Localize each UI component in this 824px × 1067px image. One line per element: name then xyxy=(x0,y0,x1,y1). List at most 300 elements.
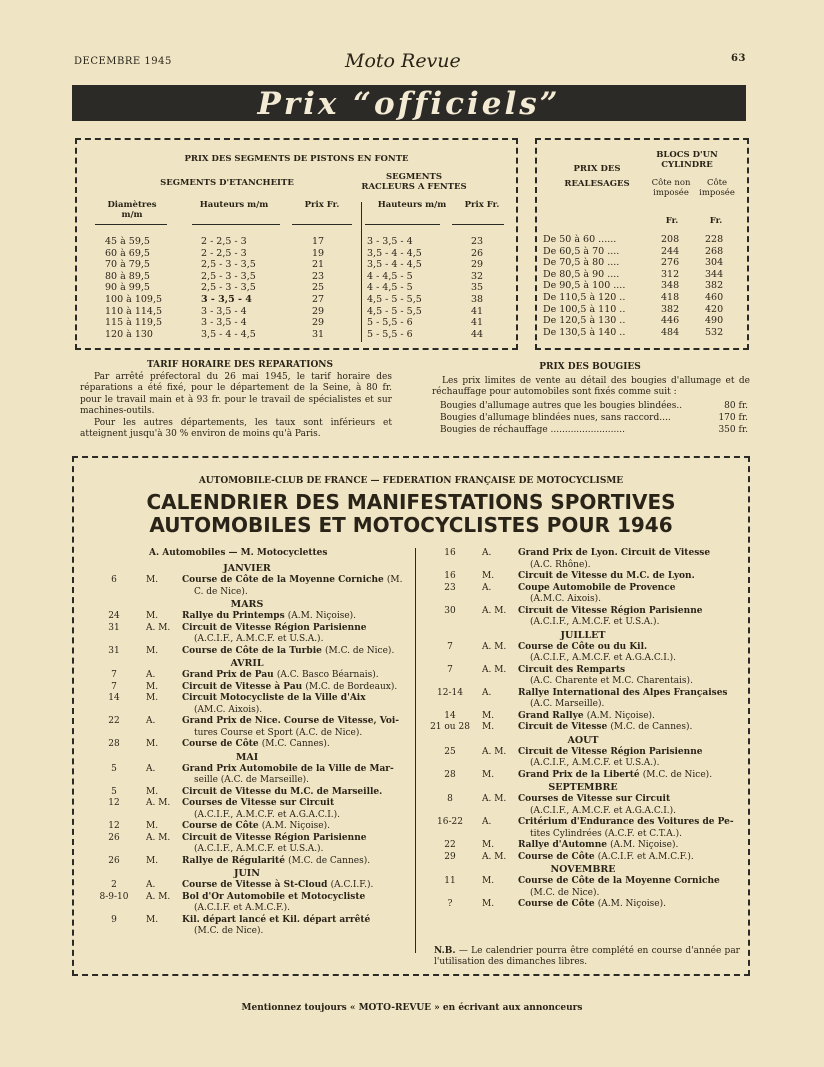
hauteur-cell: 4,5 - 5 - 5,5 xyxy=(367,305,422,317)
month-heading: JUILLET xyxy=(560,629,606,641)
event-organizer: (A.C.I.F., A.M.C.F. et U.S.A.). xyxy=(194,634,324,644)
calendar-event xyxy=(420,899,746,911)
diametre-cell: 120 à 130 xyxy=(105,328,153,340)
diametre-cell: 100 à 109,5 xyxy=(105,293,163,305)
event-continuation xyxy=(420,653,746,665)
event-name: Grand Prix de la Liberté xyxy=(518,769,640,780)
event-category: A. xyxy=(482,548,492,558)
range-cell: De 110,5 à 120 .. xyxy=(543,291,626,303)
prix-cell: 29 xyxy=(312,305,325,317)
prix-cell: 41 xyxy=(471,305,484,317)
hauteur-cell: 4 - 4,5 - 5 xyxy=(367,270,413,282)
segments-hauteurs1-col xyxy=(201,236,256,340)
event-name: Course de Côte xyxy=(518,851,595,862)
event-category: A. xyxy=(146,670,156,680)
calendar-event xyxy=(84,611,410,623)
event-name: Rallye de Régularité xyxy=(182,855,285,866)
blocs-box xyxy=(535,138,749,350)
event-organizer: (A.C.I.F., A.M.C.F. et A.G.A.C.I.). xyxy=(530,653,677,663)
diametre-cell: 45 à 59,5 xyxy=(105,236,150,247)
event-name: Course de Côte ou du Kil. xyxy=(518,641,648,652)
bougie-item xyxy=(440,401,748,413)
calendar-event xyxy=(84,856,410,868)
event-date: 28 xyxy=(444,769,456,780)
event-category: M. xyxy=(482,769,495,780)
event-organizer: (A.M. Niçoise). xyxy=(287,611,357,621)
calendar-legend: A. Automobiles — M. Motocyclettes xyxy=(149,548,328,558)
magazine-title: Moto Revue xyxy=(345,50,461,72)
hauteur-cell: 3 - 3,5 - 4 xyxy=(201,317,247,329)
event-organizer: (A.C. Marseille). xyxy=(530,699,605,709)
event-date: 24 xyxy=(108,611,120,621)
event-date: 7 xyxy=(111,670,117,680)
event-organizer: (A.M.C. Aixois). xyxy=(530,594,601,604)
event-date: 7 xyxy=(447,641,453,652)
event-organizer: (A.M. Niçoise). xyxy=(597,899,666,909)
price-cell: 348 xyxy=(661,280,680,292)
issue-date: DECEMBRE 1945 xyxy=(74,56,172,67)
event-date: 7 xyxy=(111,681,117,692)
bougie-price: 170 fr. xyxy=(718,413,748,423)
calendar-event xyxy=(84,575,410,587)
calendar-event xyxy=(84,833,410,845)
col-cote-imposee: Côte imposée xyxy=(699,178,735,198)
prix-cell: 17 xyxy=(312,236,325,247)
calendar-title-2: AUTOMOBILES ET MOTOCYCLISTES POUR 1946 xyxy=(149,513,673,537)
banner-title: Prix “officiels” xyxy=(257,86,561,122)
price-cell: 420 xyxy=(705,303,724,315)
month-heading: NOVEMBRE xyxy=(550,864,616,875)
range-cell: De 130,5 à 140 .. xyxy=(543,326,626,338)
event-organizer: (A.C.I.F. et A.M.C.F.). xyxy=(597,851,694,862)
event-organizer: (A.M. Niçoise). xyxy=(586,710,655,721)
calendar-event xyxy=(84,821,410,833)
range-cell: De 120,5 à 130 .. xyxy=(543,315,626,327)
diametre-cell: 115 à 119,5 xyxy=(105,317,163,329)
event-name: Course de Côte xyxy=(518,899,595,909)
event-continuation xyxy=(420,888,746,900)
event-name: Circuit de Vitesse Région Parisienne xyxy=(518,605,703,616)
event-organizer: seille (A.C. de Marseille). xyxy=(194,775,310,785)
calendar-event xyxy=(84,798,410,810)
event-category: M. xyxy=(146,786,159,797)
event-name: Grand Prix de Lyon. Circuit de Vitesse xyxy=(518,548,711,558)
event-date: 16-22 xyxy=(437,817,463,827)
blocs-non-col xyxy=(661,234,679,338)
range-cell: De 80,5 à 90 .... xyxy=(543,268,620,280)
event-date: ? xyxy=(447,899,453,909)
calendar-event xyxy=(420,876,746,888)
hauteur-cell: 3,5 - 4 - 4,5 xyxy=(201,328,256,340)
event-continuation xyxy=(420,594,746,606)
event-name: Grand Prix de Pau xyxy=(182,670,274,680)
price-cell: 490 xyxy=(705,315,724,327)
event-category: M. xyxy=(146,914,159,925)
event-date: 26 xyxy=(108,855,120,866)
event-date: 26 xyxy=(108,832,120,843)
event-organizer: tures Course et Sport (A.C. de Nice). xyxy=(194,727,363,738)
price-cell: 244 xyxy=(661,245,680,257)
event-name: Grand Prix Automobile de la Ville de Mar- xyxy=(182,763,394,774)
event-category: A. M. xyxy=(482,641,507,652)
prix-cell: 29 xyxy=(312,317,325,329)
event-category: A. xyxy=(146,716,156,726)
event-date: 29 xyxy=(444,851,456,862)
event-name: Critérium d'Endurance des Voitures de Pe- xyxy=(518,817,734,827)
event-category: M. xyxy=(482,899,495,909)
prix-cell: 25 xyxy=(312,282,325,294)
prix-cell: 23 xyxy=(471,236,484,247)
hauteur-cell: 3 - 3,5 - 4 xyxy=(201,305,247,317)
range-cell: De 50 à 60 ...... xyxy=(543,234,617,245)
prix-cell: 23 xyxy=(312,270,325,282)
calendar-event xyxy=(84,623,410,635)
prix-cell: 26 xyxy=(471,247,484,259)
event-name: Rallye du Printemps xyxy=(182,611,285,621)
event-organizer: (M. xyxy=(386,575,403,585)
event-date: 11 xyxy=(444,876,456,886)
event-category: M. xyxy=(482,722,495,732)
event-name: Circuit des Remparts xyxy=(518,664,626,675)
event-date: 25 xyxy=(444,746,456,757)
event-continuation xyxy=(420,560,746,572)
event-category: M. xyxy=(146,645,159,656)
price-cell: 208 xyxy=(661,234,680,245)
calendar-event xyxy=(420,852,746,864)
month-heading: AOUT xyxy=(567,734,599,746)
calendar-title-1: CALENDRIER DES MANIFESTATIONS SPORTIVES xyxy=(146,490,676,514)
event-category: A. M. xyxy=(482,851,507,862)
price-cell: 276 xyxy=(661,257,680,269)
segments-right-title: SEGMENTS RACLEURS A FENTES xyxy=(361,172,467,192)
event-category: A. M. xyxy=(482,794,507,804)
bougie-item xyxy=(440,425,748,437)
calendar-event xyxy=(84,880,410,892)
event-name: Course de Côte de la Turbie xyxy=(182,645,322,656)
segments-prix1-col xyxy=(312,236,324,340)
event-organizer: (M.C. de Nice). xyxy=(194,926,264,936)
bougies-title: PRIX DES BOUGIES xyxy=(539,362,641,372)
event-continuation xyxy=(420,676,746,688)
tarif-title: TARIF HORAIRE DES REPARATIONS xyxy=(146,360,334,370)
calendar-event xyxy=(420,747,746,759)
calendar-event xyxy=(420,571,746,583)
col-prix-2: Prix Fr. xyxy=(464,200,500,210)
event-organizer: (A.C.I.F. et A.M.C.F.). xyxy=(194,903,291,913)
event-name: Coupe Automobile de Provence xyxy=(518,582,676,593)
diametre-cell: 80 à 89,5 xyxy=(105,270,150,282)
price-cell: 304 xyxy=(705,257,724,269)
price-cell: 382 xyxy=(661,303,680,315)
bougies-list xyxy=(440,401,748,437)
event-category: A. M. xyxy=(146,622,171,633)
prix-officiels-banner xyxy=(72,85,746,121)
event-date: 21 ou 28 xyxy=(430,722,470,732)
hauteur-cell: 2,5 - 3 - 3,5 xyxy=(201,270,256,282)
col-diametres: Diamètres m/m xyxy=(107,200,157,220)
price-cell: 418 xyxy=(661,291,680,303)
event-organizer: C. de Nice). xyxy=(194,586,248,597)
col-hauteurs-1: Hauteurs m/m xyxy=(199,200,269,210)
event-date: 12-14 xyxy=(437,687,463,698)
event-organizer: (M.C. de Cannes). xyxy=(610,722,693,732)
event-name: Courses de Vitesse sur Circuit xyxy=(182,798,335,808)
blocs-title-left: PRIX DES REALESAGES xyxy=(564,164,630,189)
calendar-event xyxy=(420,722,746,734)
price-cell: 382 xyxy=(705,280,724,292)
calendar-right-column xyxy=(420,548,746,911)
event-name: Circuit de Vitesse du M.C. de Marseille. xyxy=(182,786,383,797)
segments-prix2-col xyxy=(471,236,483,340)
calendar-note xyxy=(434,946,740,969)
prix-cell: 29 xyxy=(471,259,484,271)
calendar-event xyxy=(420,606,746,618)
event-category: A. M. xyxy=(482,605,507,616)
event-organizer: (M.C. de Cannes). xyxy=(288,855,371,866)
event-continuation xyxy=(420,829,746,841)
event-name: Bol d'Or Automobile et Motocycliste xyxy=(182,891,366,902)
hauteur-cell: 3,5 - 4 - 4,5 xyxy=(367,247,422,259)
event-category: A. xyxy=(146,880,156,890)
event-category: M. xyxy=(146,611,159,621)
calendar-event xyxy=(420,548,746,560)
event-date: 16 xyxy=(444,548,456,558)
event-organizer: (M.C. de Nice). xyxy=(324,645,395,656)
month-heading: SEPTEMBRE xyxy=(548,782,618,793)
event-continuation xyxy=(84,844,410,856)
event-name: Course de Vitesse à St-Cloud xyxy=(182,880,328,890)
hauteur-cell: 2 - 2,5 - 3 xyxy=(201,247,247,259)
event-name: Circuit de Vitesse Région Parisienne xyxy=(182,622,367,633)
prix-cell: 27 xyxy=(312,293,325,305)
hauteur-cell: 5 - 5,5 - 6 xyxy=(367,328,413,340)
hauteur-cell: 3,5 - 4 - 4,5 xyxy=(367,259,422,271)
price-cell: 312 xyxy=(661,268,680,280)
event-date: 8 xyxy=(447,794,453,804)
blocs-imp-col xyxy=(705,234,723,338)
event-organizer: (A.C.I.F., A.M.C.F. et U.S.A.). xyxy=(530,758,660,768)
calendar-event xyxy=(420,711,746,723)
event-date: 16 xyxy=(444,571,456,581)
price-cell: 344 xyxy=(705,268,724,280)
event-organizer: (A.M. Niçoise). xyxy=(261,821,330,831)
prix-cell: 41 xyxy=(471,317,484,329)
segments-box xyxy=(75,138,518,350)
event-category: A. M. xyxy=(146,832,171,843)
range-cell: De 60,5 à 70 .... xyxy=(543,245,620,257)
calendar-event xyxy=(84,693,410,705)
event-continuation xyxy=(420,806,746,818)
nb-text: — Le calendrier pourra être complété en course d'année par l'utilisation des dimanches libres. xyxy=(434,946,740,968)
fr-label-1: Fr. xyxy=(665,216,679,226)
month-heading: MAI xyxy=(235,751,259,763)
event-name: Kil. départ lancé et Kil. départ arrêté xyxy=(182,914,371,925)
event-category: M. xyxy=(146,821,159,831)
event-name: Rallye d'Automne xyxy=(518,840,607,850)
event-category: M. xyxy=(482,840,495,850)
event-name: Circuit de Vitesse xyxy=(518,722,608,732)
calendar-left-column xyxy=(84,562,410,938)
price-cell: 228 xyxy=(705,234,724,245)
col-prix-1: Prix Fr. xyxy=(304,200,340,210)
event-date: 7 xyxy=(447,664,453,675)
event-organizer: (A.C. Basco Béarnais). xyxy=(276,670,379,680)
event-date: 5 xyxy=(111,763,117,774)
event-continuation xyxy=(84,587,410,599)
event-date: 12 xyxy=(108,821,120,831)
event-continuation xyxy=(420,617,746,629)
diametre-cell: 110 à 114,5 xyxy=(105,305,163,317)
footer-note: Mentionnez toujours « MOTO-REVUE » en écrivant aux annonceurs xyxy=(241,1003,583,1013)
event-name: Course de Côte de la Moyenne Corniche xyxy=(182,575,384,585)
event-organizer: (A.C.I.F., A.M.C.F. et A.G.A.C.I.). xyxy=(530,805,677,816)
event-category: M. xyxy=(146,739,159,749)
event-continuation xyxy=(84,705,410,717)
calendar-event xyxy=(84,892,410,904)
bougie-item xyxy=(440,413,748,425)
event-category: M. xyxy=(146,693,159,703)
event-name: Circuit de Vitesse Région Parisienne xyxy=(182,832,367,843)
hauteur-cell: 4 - 4,5 - 5 xyxy=(367,282,413,294)
segments-diametres-col xyxy=(105,236,162,340)
event-date: 14 xyxy=(108,693,120,703)
prix-cell: 35 xyxy=(471,282,484,294)
prix-cell: 19 xyxy=(312,247,325,259)
hauteur-cell: 3 - 3,5 - 4 xyxy=(201,293,252,305)
bougie-price: 80 fr. xyxy=(724,401,748,411)
blocs-ranges-col xyxy=(543,234,625,338)
blocs-title-right: BLOCS D'UN CYLINDRE xyxy=(656,150,718,170)
prix-cell: 38 xyxy=(471,293,484,305)
calendar-event xyxy=(84,739,410,751)
segments-left-title: SEGMENTS D'ETANCHEITE xyxy=(160,178,294,188)
event-continuation xyxy=(84,926,410,938)
bougie-price: 350 fr. xyxy=(718,425,748,435)
event-organizer: (M.C. de Nice). xyxy=(642,769,713,780)
calendar-event xyxy=(420,817,746,829)
event-continuation xyxy=(84,728,410,740)
event-date: 30 xyxy=(444,605,456,616)
month-heading: MARS xyxy=(230,599,264,610)
calendar-box xyxy=(72,456,750,976)
hauteur-cell: 3 - 3,5 - 4 xyxy=(367,236,413,247)
col-hauteurs-2: Hauteurs m/m xyxy=(377,200,447,210)
event-date: 6 xyxy=(111,575,117,585)
event-continuation xyxy=(84,810,410,822)
calendar-event xyxy=(84,787,410,799)
calendar-event xyxy=(84,915,410,927)
range-cell: De 90,5 à 100 .... xyxy=(543,280,626,292)
event-name: Circuit de Vitesse à Pau xyxy=(182,681,303,692)
price-cell: 460 xyxy=(705,291,724,303)
event-date: 5 xyxy=(111,786,117,797)
event-date: 31 xyxy=(108,622,120,633)
range-cell: De 100,5 à 110 .. xyxy=(543,303,626,315)
month-heading: JANVIER xyxy=(223,563,271,574)
segments-hauteurs2-col xyxy=(367,236,422,340)
prix-cell: 44 xyxy=(471,328,484,340)
calendar-event xyxy=(84,646,410,658)
calendar-event xyxy=(84,670,410,682)
event-organizer: (A.C.I.F., A.M.C.F. et U.S.A.). xyxy=(194,844,324,854)
diametre-cell: 70 à 79,5 xyxy=(105,259,150,271)
event-continuation xyxy=(84,775,410,787)
event-organizer: (A.C.I.F.). xyxy=(330,880,374,890)
event-date: 22 xyxy=(108,716,120,726)
event-name: Course de Côte xyxy=(182,821,259,831)
event-category: M. xyxy=(146,681,159,692)
calendar-event xyxy=(420,840,746,852)
col-cote-non: Côte non imposée xyxy=(651,178,691,198)
event-organizer: (A.C. Charente et M.C. Charentais). xyxy=(530,676,693,686)
hauteur-cell: 4,5 - 5 - 5,5 xyxy=(367,293,422,305)
segments-title: PRIX DES SEGMENTS DE PISTONS EN FONTE xyxy=(184,154,409,164)
diametre-cell: 90 à 99,5 xyxy=(105,282,150,294)
diametre-cell: 60 à 69,5 xyxy=(105,247,150,259)
event-category: A. xyxy=(146,763,156,774)
event-organizer: (A.M. Niçoise). xyxy=(610,840,679,850)
event-organizer: (M.C. Cannes). xyxy=(261,739,330,749)
event-date: 23 xyxy=(444,582,456,593)
event-category: A. M. xyxy=(146,798,171,808)
event-category: M. xyxy=(482,571,495,581)
hauteur-cell: 2 - 2,5 - 3 xyxy=(201,236,247,247)
event-date: 2 xyxy=(111,880,117,890)
tarif-paragraph-2: Pour les autres départements, les taux sont inférieurs et atteignent jusqu'à 30 % environ de moins qu'à Paris. xyxy=(80,418,392,440)
event-date: 31 xyxy=(108,645,120,656)
price-cell: 268 xyxy=(705,245,724,257)
event-date: 9 xyxy=(111,914,117,925)
event-continuation xyxy=(84,634,410,646)
nb-label: N.B. xyxy=(434,946,456,956)
range-cell: De 70,5 à 80 .... xyxy=(543,257,620,269)
event-name: Circuit Motocycliste de la Ville d'Aix xyxy=(182,693,366,703)
calendar-event xyxy=(420,770,746,782)
event-name: Rallye International des Alpes Françaises xyxy=(518,687,728,698)
event-organizer: (M.C. de Bordeaux). xyxy=(305,681,398,692)
event-organizer: (AM.C. Aixois). xyxy=(194,704,263,715)
bougies-intro: Les prix limites de vente au détail des bougies d'allumage et de réchauffage pour automobiles sont fixés comme suit : xyxy=(432,376,750,398)
event-category: A. xyxy=(482,687,492,698)
price-cell: 484 xyxy=(661,326,680,338)
page-number: 63 xyxy=(731,53,746,64)
event-category: M. xyxy=(146,575,159,585)
hauteur-cell: 2,5 - 3 - 3,5 xyxy=(201,259,256,271)
event-date: 22 xyxy=(444,840,456,850)
event-name: Grand Rallye xyxy=(518,710,584,721)
event-organizer: (M.C. de Nice). xyxy=(530,887,600,898)
event-name: Grand Prix de Nice. Course de Vitesse, Voi- xyxy=(182,716,400,726)
event-date: 28 xyxy=(108,739,120,749)
month-heading: AVRIL xyxy=(230,658,264,669)
tarif-paragraph-1: Par arrêté préfectoral du 26 mai 1945, le tarif horaire des réparations a été fixé, pour le département de la Seine, à 80 fr. pour le travail main et à 93 fr. pour le travail de spécialistes et sur machines-outils. xyxy=(80,372,392,417)
event-organizer: tites Cylindrées (A.C.F. et C.T.A.). xyxy=(530,828,683,839)
calendar-event xyxy=(84,682,410,694)
event-date: 8-9-10 xyxy=(99,891,129,902)
calendar-event xyxy=(420,665,746,677)
event-date: 14 xyxy=(444,710,456,721)
event-name: Circuit de Vitesse du M.C. de Lyon. xyxy=(518,571,695,581)
hauteur-cell: 5 - 5,5 - 6 xyxy=(367,317,413,329)
prix-cell: 21 xyxy=(312,259,325,271)
event-category: M. xyxy=(482,710,495,721)
bougie-label: Bougies d'allumage blindées nues, sans raccord.... xyxy=(440,413,671,423)
event-organizer: (A.C. Rhône). xyxy=(530,559,591,570)
event-date: 12 xyxy=(108,798,120,808)
event-organizer: (A.C.I.F., A.M.C.F. et A.G.A.C.I.). xyxy=(194,809,341,820)
bougie-label: Bougies d'allumage autres que les bougies blindées.. xyxy=(440,401,683,411)
month-heading: JUIN xyxy=(234,868,260,879)
